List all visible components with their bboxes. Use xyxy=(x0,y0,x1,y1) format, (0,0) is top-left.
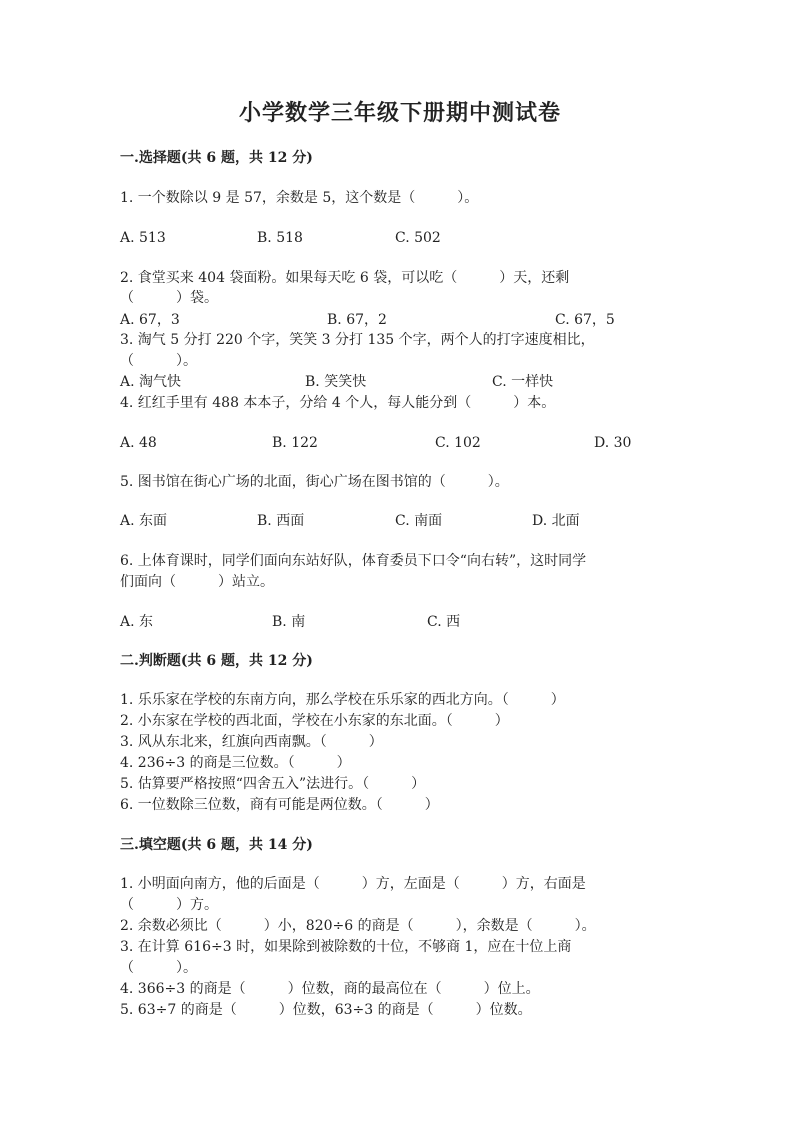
question-text: 1. 一个数除以 9 是 57，余数是 5，这个数是（ ）。 xyxy=(120,190,479,206)
question-text: 2. 食堂买来 404 袋面粉。如果每天吃 6 袋，可以吃（ ）天，还剩 xyxy=(120,270,570,286)
option-b: B. 南 xyxy=(272,614,306,630)
option-b: B. 笑笑快 xyxy=(305,374,367,390)
option-a: A. 东面 xyxy=(120,513,168,529)
option-b: B. 122 xyxy=(272,435,318,451)
option-c: C. 南面 xyxy=(395,513,443,529)
list-item: 3. 在计算 616÷3 时，如果除到被除数的十位，不够商 1，应在十位上商 xyxy=(120,939,572,955)
option-c: C. 一样快 xyxy=(492,374,554,390)
question-text: 5. 图书馆在街心广场的北面，街心广场在图书馆的（ ）。 xyxy=(120,474,509,490)
option-c: C. 西 xyxy=(427,614,461,630)
option-a: A. 48 xyxy=(120,435,157,451)
list-item: 6. 一位数除三位数，商有可能是两位数。（ ） xyxy=(120,797,439,813)
section-heading-choice: 一.选择题(共 6 题，共 12 分) xyxy=(120,150,313,166)
page-title: 小学数学三年级下册期中测试卷 xyxy=(238,100,561,126)
list-item: 3. 风从东北来，红旗向西南飘。（ ） xyxy=(120,734,383,750)
question-text: 3. 淘气 5 分打 220 个字，笑笑 3 分打 135 个字，两个人的打字速度相比， xyxy=(120,332,595,348)
question-text: 6. 上体育课时，同学们面向东站好队，体育委员下口令“向右转”，这时同学 xyxy=(120,553,587,569)
option-c: C. 102 xyxy=(435,435,481,451)
option-b: B. 西面 xyxy=(257,513,305,529)
option-a: A. 东 xyxy=(120,614,154,630)
list-item: （ ）。 xyxy=(120,960,197,976)
option-a: A. 67，3 xyxy=(120,312,180,328)
option-c: C. 502 xyxy=(395,230,441,246)
list-item: 4. 236÷3 的商是三位数。（ ） xyxy=(120,755,351,771)
option-a: A. 513 xyxy=(120,230,166,246)
list-item: 1. 乐乐家在学校的东南方向，那么学校在乐乐家的西北方向。（ ） xyxy=(120,692,565,708)
list-item: 1. 小明面向南方，他的后面是（ ）方，左面是（ ）方，右面是 xyxy=(120,876,586,892)
list-item: 5. 估算要严格按照“四舍五入”法进行。（ ） xyxy=(120,776,426,792)
list-item: 2. 小东家在学校的西北面，学校在小东家的东北面。（ ） xyxy=(120,713,509,729)
list-item: （ ）方。 xyxy=(120,897,218,913)
option-b: B. 518 xyxy=(257,230,303,246)
question-text: 4. 红红手里有 488 本本子，分给 4 个人，每人能分到（ ）本。 xyxy=(120,395,556,411)
option-c: C. 67，5 xyxy=(555,312,615,328)
list-item: 4. 366÷3 的商是（ ）位数，商的最高位在（ ）位上。 xyxy=(120,981,540,997)
option-d: D. 30 xyxy=(594,435,632,451)
section-heading-judgement: 二.判断题(共 6 题，共 12 分) xyxy=(120,653,313,669)
option-b: B. 67，2 xyxy=(327,312,387,328)
section-heading-fill-blank: 三.填空题(共 6 题，共 14 分) xyxy=(120,837,313,853)
list-item: 2. 余数必须比（ ）小，820÷6 的商是（ ），余数是（ ）。 xyxy=(120,918,596,934)
option-a: A. 淘气快 xyxy=(120,374,182,390)
list-item: 5. 63÷7 的商是（ ）位数，63÷3 的商是（ ）位数。 xyxy=(120,1002,532,1018)
question-text: 们面向（ ）站立。 xyxy=(120,574,274,590)
option-d: D. 北面 xyxy=(532,513,580,529)
question-text: （ ）。 xyxy=(120,353,197,369)
question-text: （ ）袋。 xyxy=(120,290,218,306)
